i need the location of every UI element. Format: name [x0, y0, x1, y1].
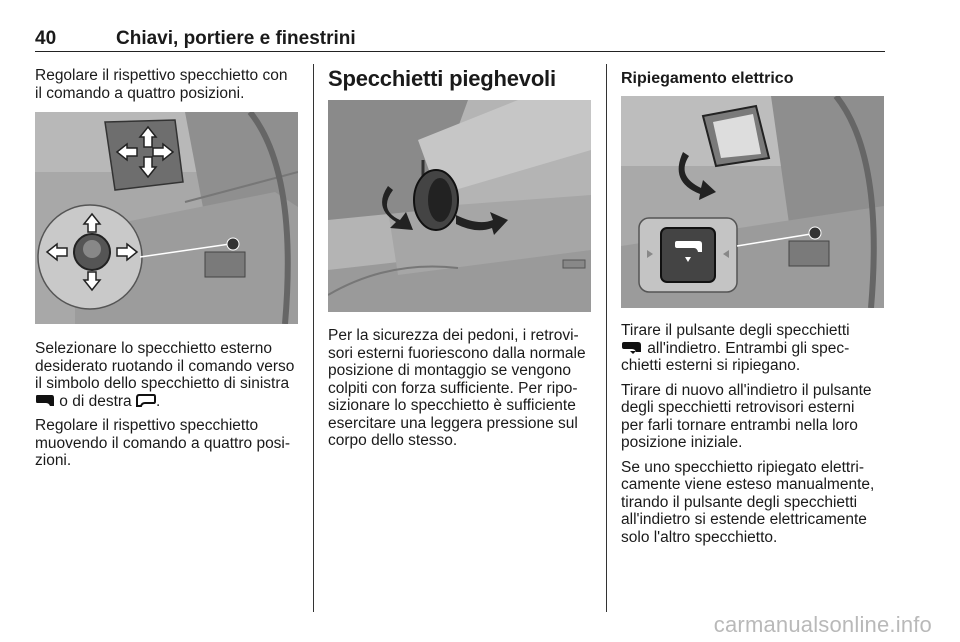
page-number: 40	[35, 28, 57, 49]
four-way-switch-illustration	[35, 112, 298, 324]
page-header	[35, 26, 885, 52]
column-divider-2	[606, 64, 607, 612]
electric-folding-paragraph: Tirare il pulsante degli specchietti all'indietro. Entrambi gli spec- chietti esterni si ripiegano. Tirare di nuovo all'indietro il pulsante degli specchietti retrovisori esterni per farli tornare entrambi nella loro posizione iniziale. Se uno specchietto ripiegato elettri- camente viene esteso manualmente, tirando il pulsante degli specchietti all'indietro si estende elettricamente solo l'altro specchietto.	[621, 322, 875, 546]
section-heading-electric-folding: Ripiegamento elettrico	[621, 70, 794, 87]
column-divider-1	[313, 64, 314, 612]
intro-paragraph: Regolare il rispettivo specchietto con il comando a quattro posizioni.	[35, 67, 288, 102]
folding-mirrors-paragraph: Per la sicurezza dei pedoni, i retrovi- sori esterni fuoriescono dalla normale posizione di montaggio se vengono colpiti con forza sufficiente. Per ripo- sizionare lo specchietto è sufficiente esercitare una leggera pressione sul corpo dello stesso.	[328, 327, 586, 449]
folding-mirror-drawing	[328, 100, 591, 312]
watermark: carmanualsonline.info	[713, 612, 932, 637]
right-mirror-icon	[136, 394, 156, 408]
chapter-title: Chiavi, portiere e finestrini	[116, 28, 356, 49]
mirror-fold-icon	[621, 341, 643, 355]
electric-folding-illustration	[621, 96, 884, 308]
left-mirror-icon	[35, 394, 55, 408]
four-way-switch-drawing	[35, 112, 298, 324]
folding-mirror-illustration	[328, 100, 591, 312]
section-heading-folding-mirrors: Specchietti pieghevoli	[328, 66, 556, 91]
electric-folding-drawing	[621, 96, 884, 308]
select-mirror-paragraph: Selezionare lo specchietto esterno desiderato ruotando il comando verso il simbolo dello specchietto di sinistra o di destra . Regolare il rispettivo specchietto muovendo il comando a quattro posi- zioni.	[35, 340, 295, 469]
